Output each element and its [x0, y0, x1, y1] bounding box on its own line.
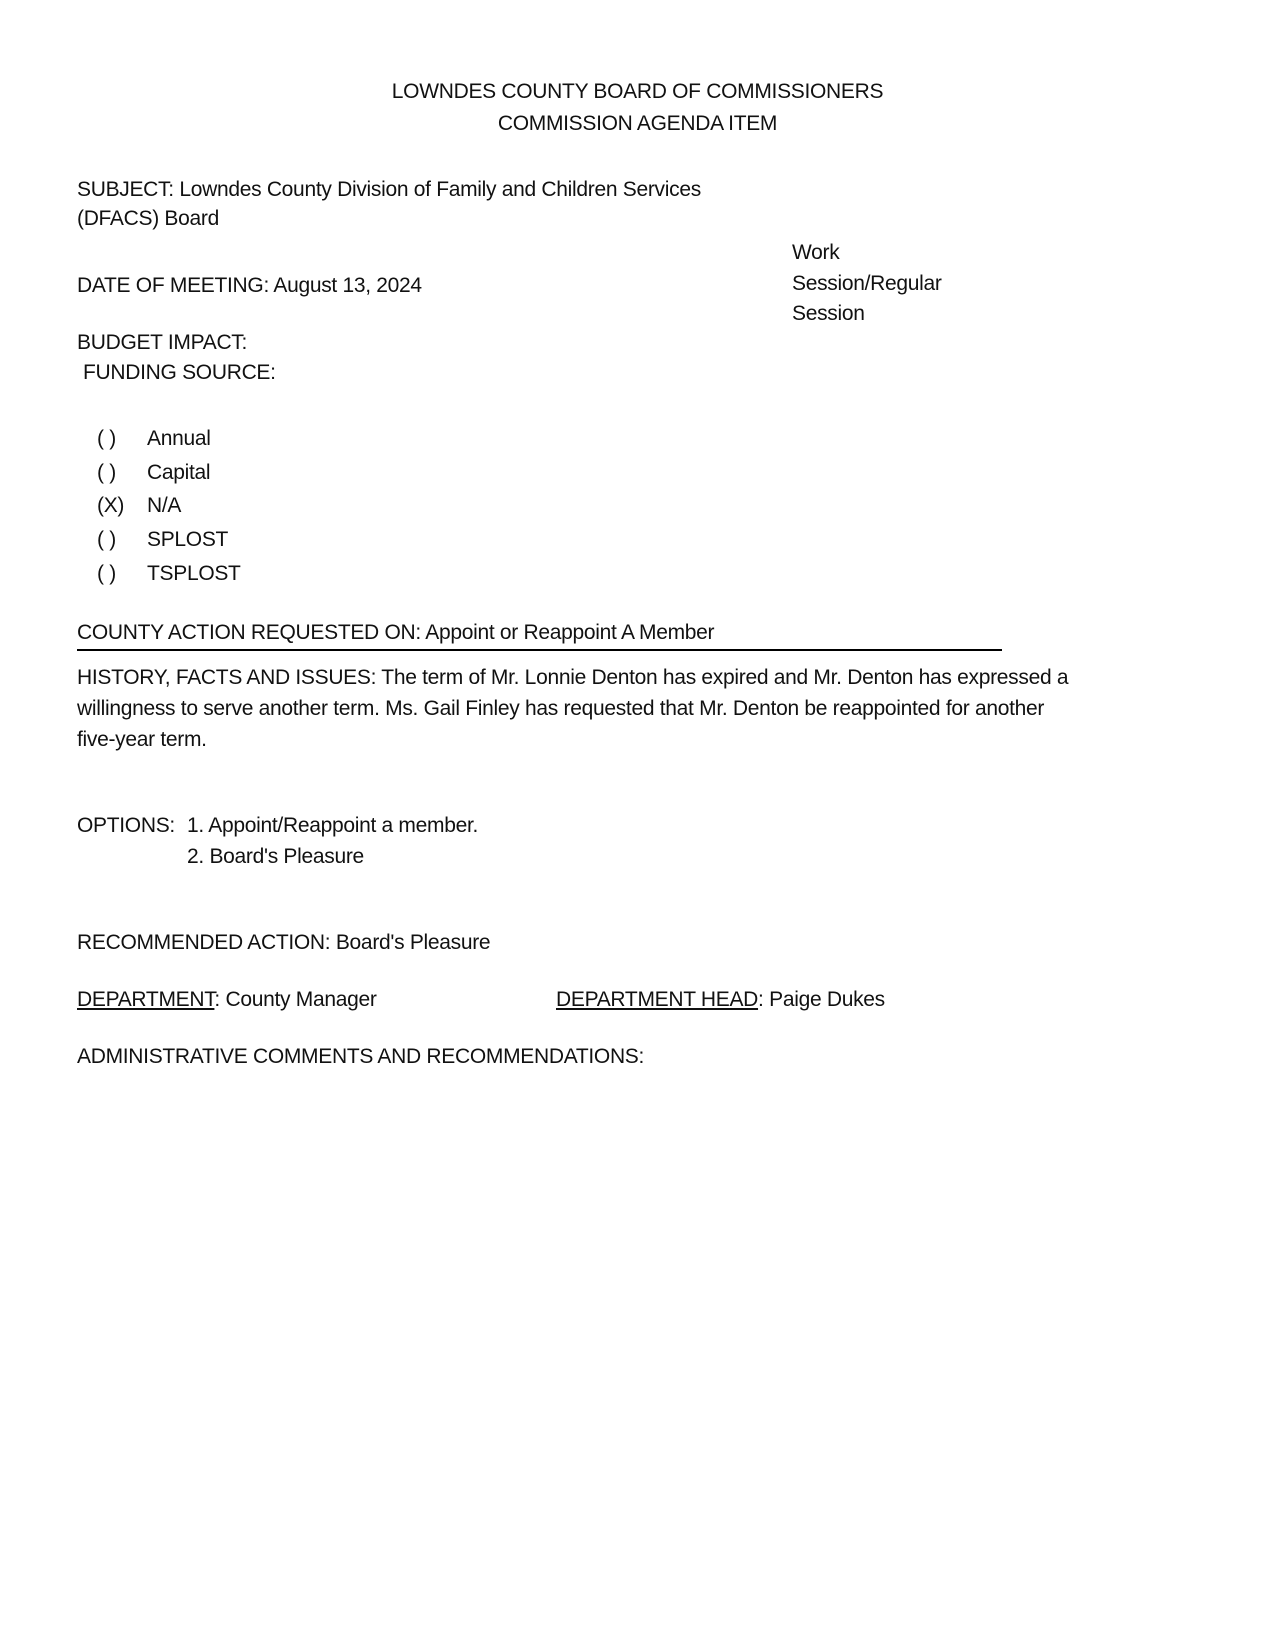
funding-option-mark: (X) [97, 494, 125, 517]
header-subtitle: COMMISSION AGENDA ITEM [497, 112, 778, 135]
history-line-3: five-year term. [77, 728, 207, 751]
options-label: OPTIONS: [77, 814, 175, 837]
department-head-value: : Paige Dukes [758, 988, 885, 1011]
department-head-label: DEPARTMENT HEAD [556, 988, 759, 1011]
subject-line-2: (DFACS) Board [77, 207, 219, 230]
session-type-line-3: Session [792, 302, 865, 325]
funding-option-mark: ( ) [97, 461, 116, 484]
department [77, 988, 377, 1012]
history-line-2: willingness to serve another term. Ms. Gail Finley has requested that Mr. Denton be reappointed for another [77, 697, 1045, 720]
budget-impact: BUDGET IMPACT: [77, 331, 248, 354]
session-type-line-1: Work [792, 241, 840, 264]
funding-option-mark: ( ) [97, 427, 116, 450]
funding-option-label: SPLOST [147, 528, 229, 551]
funding-option-mark: ( ) [97, 528, 116, 551]
funding-option-label: N/A [147, 494, 182, 517]
administrative-comments: ADMINISTRATIVE COMMENTS AND RECOMMENDATIONS: [77, 1045, 645, 1068]
county-action-requested: COUNTY ACTION REQUESTED ON: Appoint or Reappoint A Member [77, 621, 715, 644]
session-type-line-2: Session/Regular [792, 272, 942, 295]
department-label: DEPARTMENT [77, 988, 215, 1011]
history-line-1: HISTORY, FACTS AND ISSUES: The term of Mr. Lonnie Denton has expired and Mr. Denton has expressed a [77, 666, 1069, 689]
funding-option-label: Annual [147, 427, 211, 450]
date-of-meeting: DATE OF MEETING: August 13, 2024 [77, 274, 422, 297]
option-item: 1. Appoint/Reappoint a member. [187, 814, 479, 837]
header-title: LOWNDES COUNTY BOARD OF COMMISSIONERS [391, 80, 884, 103]
funding-option-label: Capital [147, 461, 211, 484]
funding-source: FUNDING SOURCE: [83, 361, 276, 384]
department-value: : County Manager [214, 988, 377, 1011]
department-head [556, 988, 885, 1012]
funding-option-label: TSPLOST [147, 562, 241, 585]
recommended-action: RECOMMENDED ACTION: Board's Pleasure [77, 931, 491, 954]
option-item: 2. Board's Pleasure [187, 845, 364, 868]
subject-line-1: SUBJECT: Lowndes County Division of Family and Children Services [77, 178, 701, 201]
section-divider [77, 649, 1002, 651]
funding-option-mark: ( ) [97, 562, 116, 585]
